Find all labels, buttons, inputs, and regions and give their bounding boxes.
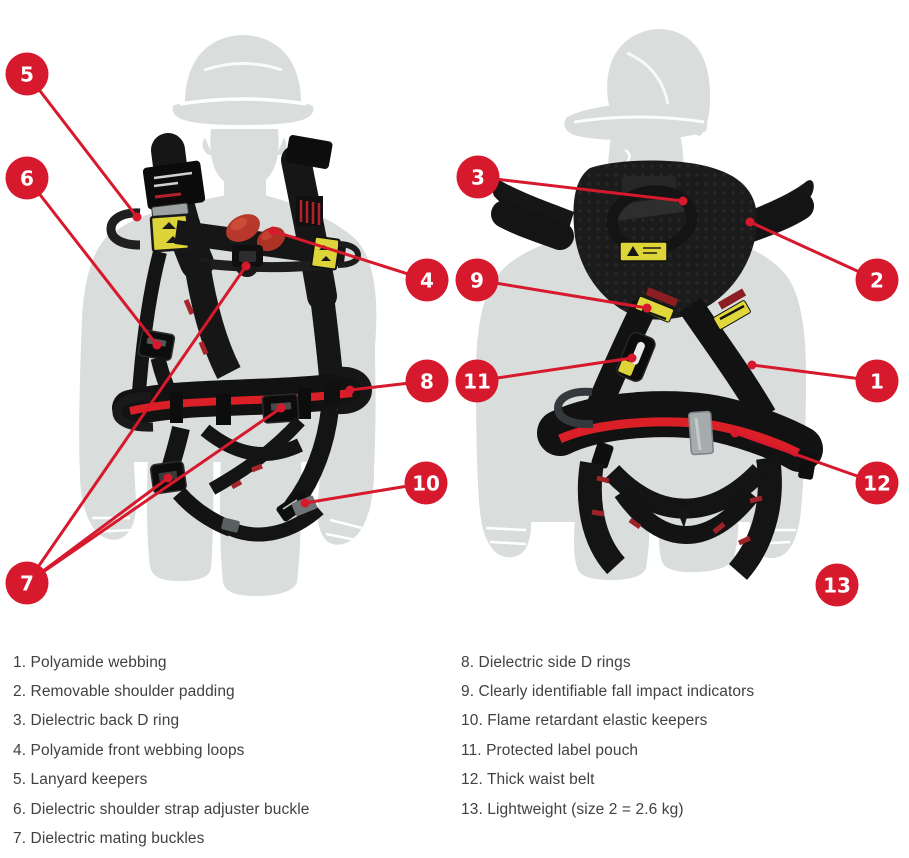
- callout-endpoint-dot-2: [746, 218, 755, 227]
- legend-column-right: [461, 648, 754, 824]
- callout-badge-1: 1: [856, 360, 899, 403]
- callout-endpoint-dot-8: [346, 386, 355, 395]
- callout-badge-6: 6: [6, 157, 49, 200]
- callout-endpoint-dot-11: [628, 354, 637, 363]
- legend-item: 4. Polyamide front webbing loops: [13, 741, 245, 759]
- callout-endpoint-dot-12: [731, 429, 740, 438]
- legend-item: 7. Dielectric mating buckles: [13, 830, 205, 848]
- legend-item: 6. Dielectric shoulder strap adjuster buckle: [13, 800, 310, 818]
- callout-badge-3: 3: [457, 156, 500, 199]
- callout-endpoint-dot-10: [301, 499, 310, 508]
- callout-badge-2: 2: [856, 259, 899, 302]
- legend-item: 12. Thick waist belt: [461, 771, 595, 789]
- callout-endpoint-dot-7: [164, 474, 173, 483]
- callout-endpoint-dot-1: [748, 361, 757, 370]
- callout-endpoint-dot-7: [277, 404, 286, 413]
- callout-badge-4: 4: [406, 259, 449, 302]
- callout-endpoint-dot-7: [242, 262, 251, 271]
- legend-item: 1. Polyamide webbing: [13, 653, 167, 671]
- callout-endpoint-dot-6: [153, 341, 162, 350]
- callout-badge-7: 7: [6, 562, 49, 605]
- legend-item: 10. Flame retardant elastic keepers: [461, 712, 708, 730]
- callout-badge-9: 9: [456, 259, 499, 302]
- legend-item: 3. Dielectric back D ring: [13, 712, 180, 730]
- callout-endpoint-dot-4: [269, 227, 278, 236]
- legend-item: 11. Protected label pouch: [461, 741, 639, 759]
- callout-endpoint-dot-5: [133, 213, 142, 222]
- legend-item: 9. Clearly identifiable fall impact indicators: [461, 683, 755, 701]
- callout-badge-10: 10: [405, 462, 448, 505]
- legend-item: 5. Lanyard keepers: [13, 771, 148, 789]
- legend-item: 13. Lightweight (size 2 = 2.6 kg): [461, 800, 684, 818]
- callout-badge-8: 8: [406, 360, 449, 403]
- legend-item: 2. Removable shoulder padding: [13, 683, 235, 701]
- callout-endpoint-dot-9: [643, 304, 652, 313]
- callout-badge-5: 5: [6, 53, 49, 96]
- legend-item: 8. Dielectric side D rings: [461, 653, 631, 671]
- callout-endpoint-dot-3: [679, 197, 688, 206]
- callout-badge-13: 13: [816, 564, 859, 607]
- callout-line-5: [27, 74, 137, 217]
- legend-column-left: [13, 648, 309, 854]
- callout-badge-12: 12: [856, 462, 899, 505]
- callout-badge-11: 11: [456, 360, 499, 403]
